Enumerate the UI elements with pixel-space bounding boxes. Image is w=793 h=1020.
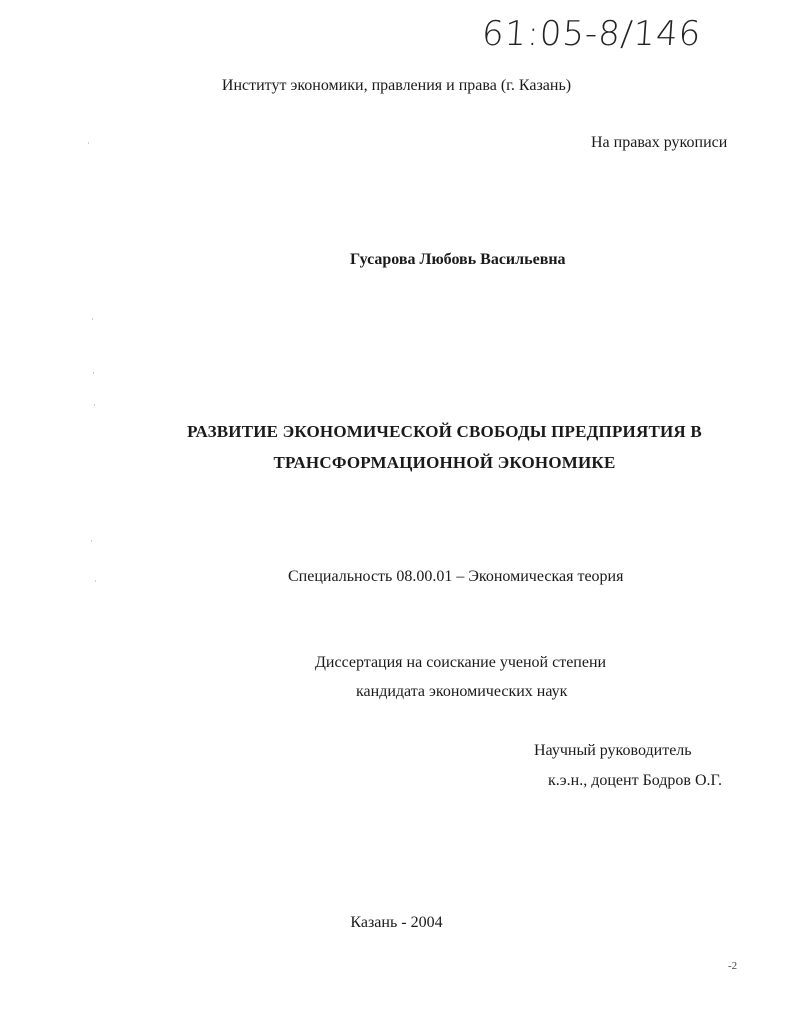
specialty: Специальность 08.00.01 – Экономическая теория xyxy=(288,568,624,585)
supervisor-label: Научный руководитель xyxy=(534,742,692,759)
author-name: Гусарова Любовь Васильевна xyxy=(350,251,566,268)
scan-speck xyxy=(91,540,92,542)
scan-speck xyxy=(93,372,94,374)
dissertation-title-line-1: РАЗВИТИЕ ЭКОНОМИЧЕСКОЙ СВОБОДЫ ПРЕДПРИЯТИЯ В xyxy=(187,422,702,441)
dissertation-degree-line-2: кандидата экономических наук xyxy=(356,683,568,700)
scan-speck xyxy=(92,318,93,320)
archive-code-handwritten: 61:05-8/146 xyxy=(480,14,703,54)
supervisor-name: к.э.н., доцент Бодров О.Г. xyxy=(548,772,722,789)
page-number: -2 xyxy=(728,960,738,972)
scan-speck xyxy=(95,580,96,582)
place-and-year: Казань - 2004 xyxy=(350,914,443,931)
dissertation-degree-line-1: Диссертация на соискание ученой степени xyxy=(315,654,607,671)
manuscript-note: На правах рукописи xyxy=(591,134,728,151)
dissertation-title-line-2: ТРАНСФОРМАЦИОННОЙ ЭКОНОМИКЕ xyxy=(273,453,616,472)
scan-speck xyxy=(94,404,95,406)
institute-name: Институт экономики, правления и права (г. Казань) xyxy=(221,77,572,94)
scan-speck xyxy=(88,142,89,144)
